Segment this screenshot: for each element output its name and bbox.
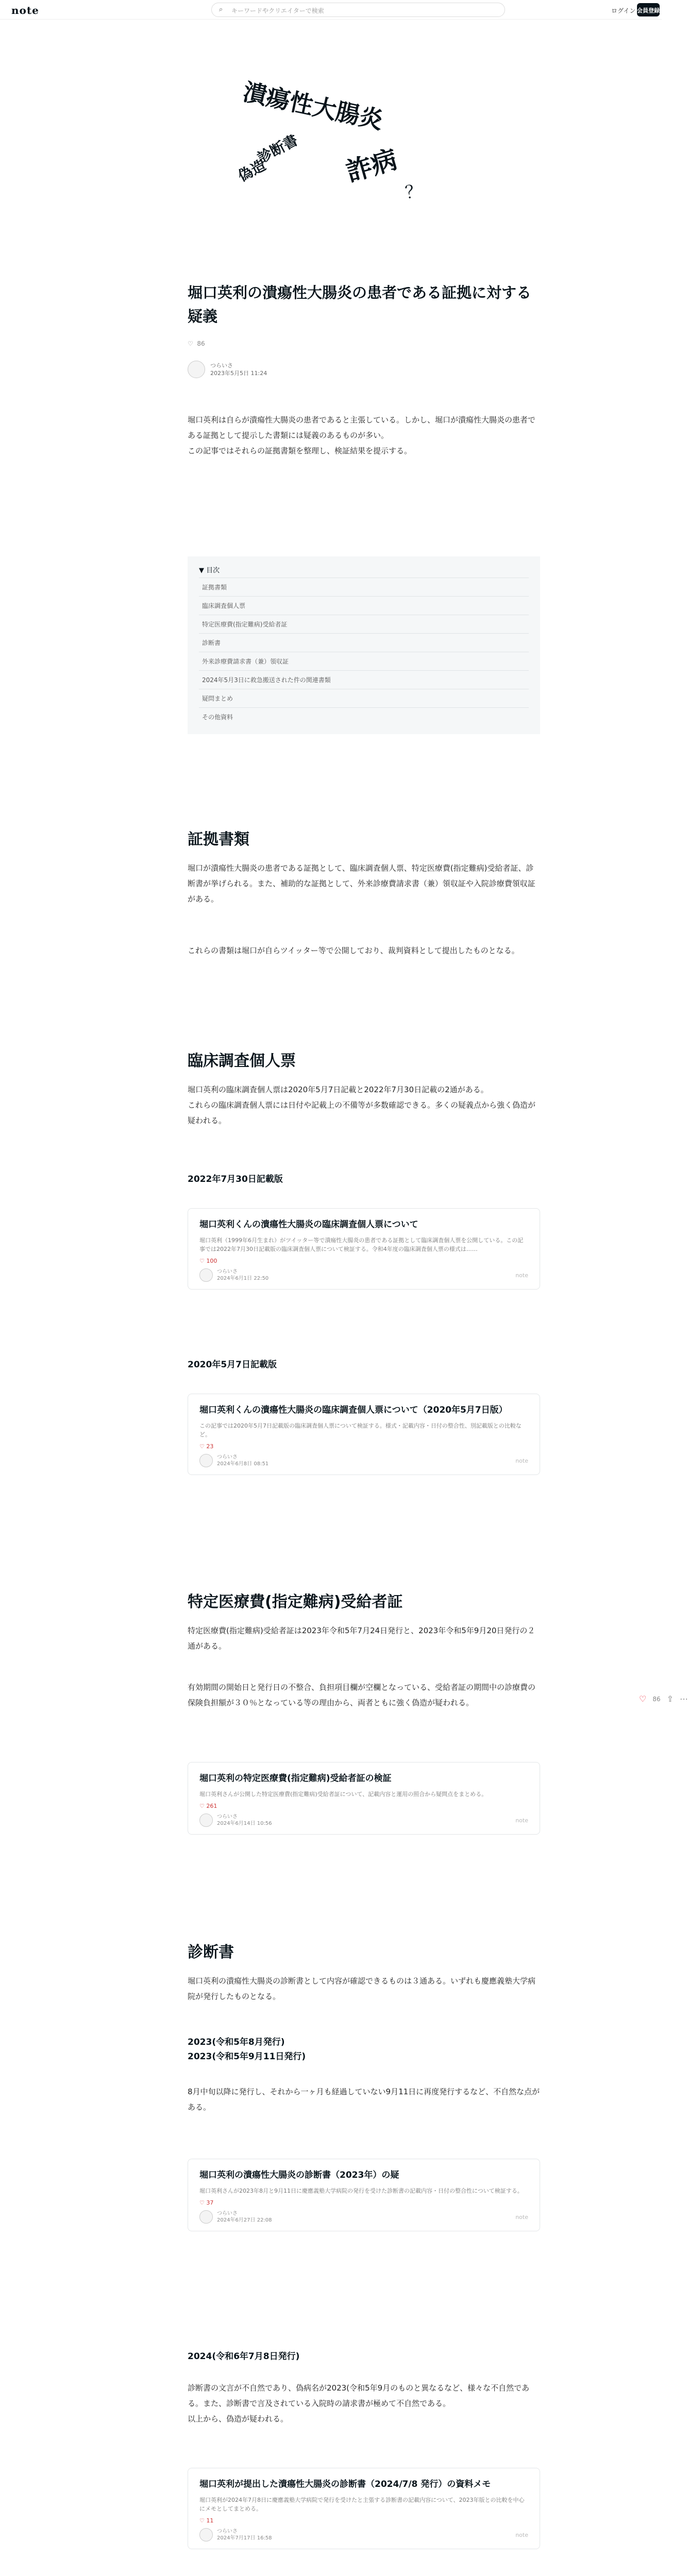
hero-text-malingering: 詐病 xyxy=(342,144,401,188)
toc-item[interactable]: 臨床調査個人票 xyxy=(199,596,529,615)
note-logo-small: note xyxy=(515,1272,528,1279)
toc-item[interactable]: 証拠書類 xyxy=(199,578,529,596)
hero-text-colitis: 潰瘍性大腸炎 xyxy=(240,77,385,135)
card-date: 2024年7月17日 16:58 xyxy=(217,2535,272,2541)
note-logo-small: note xyxy=(515,2213,528,2221)
card-likes: 261 xyxy=(206,1803,217,1809)
heart-icon[interactable]: ♡ xyxy=(188,340,193,347)
toc-item[interactable]: 特定医療費(指定難病)受給者証 xyxy=(199,615,529,633)
paragraph: これらの臨床調査個人票には日付や記載上の不備等が多数確認できる。多くの疑義点から強く偽造が疑われる。 xyxy=(188,1100,536,1125)
heart-icon: ♡ xyxy=(199,1258,205,1264)
card-title[interactable]: 堀口英利の特定医療費(指定難病)受給者証の検証 xyxy=(199,1773,392,1784)
toc-item[interactable]: 疑問まとめ xyxy=(199,689,529,707)
card-likes: 11 xyxy=(206,2517,214,2524)
card-excerpt: この記事では2020年5月7日記載版の臨床調査個人票について検証する。様式・記載内容・日付の整合性、別記載版との比較など。 xyxy=(199,1422,522,1438)
card-excerpt: 堀口英利さんが公開した特定医療費(指定難病)受給者証について、記載内容と運用の照合から疑問点をまとめる。 xyxy=(199,1791,488,1798)
card-likes: 23 xyxy=(206,1443,214,1450)
embed-card[interactable] xyxy=(188,2468,540,2549)
section-heading-clinical: 臨床調査個人票 xyxy=(188,1052,296,1070)
card-author: つらいさ xyxy=(217,1814,238,1820)
paragraph: 診断書の文言が不自然であり、偽病名が2023(令和5年9月のものと異なるなど、様々な不自然である。また、診断書で言及されている入院時の請求書が極めて不自然である。 xyxy=(188,2383,530,2408)
card-date: 2024年6月27日 22:08 xyxy=(217,2217,272,2223)
share-icon[interactable]: ⇪ xyxy=(666,1694,674,1704)
section-heading-certificate: 特定医療費(指定難病)受給者証 xyxy=(188,1593,403,1611)
heart-icon: ♡ xyxy=(199,2199,205,2206)
section-heading-diagnosis: 診断書 xyxy=(188,1943,234,1961)
card-title[interactable]: 堀口英利が提出した潰瘍性大腸炎の診断書（2024/7/8 発行）の資料メモ xyxy=(199,2479,491,2489)
toc-item[interactable]: 外来診療費請求書（兼）領収証 xyxy=(199,652,529,670)
card-author: つらいさ xyxy=(217,1454,238,1460)
subheading: 2020年5月7日記載版 xyxy=(188,1360,277,1370)
card-author: つらいさ xyxy=(217,2529,238,2534)
more-icon[interactable]: ⋯ xyxy=(680,1694,688,1704)
table-of-contents xyxy=(188,556,540,734)
paragraph: 堀口が潰瘍性大腸炎の患者である証拠として、臨床調査個人票、特定医療費(指定難病)受給者証、診断書が挙げられる。また、補助的な証拠として、外来診療費請求書（兼）領収証や入院診療費領収証がある。 xyxy=(188,863,535,904)
floating-action-bar xyxy=(639,1694,688,1704)
card-date: 2024年6月14日 10:56 xyxy=(217,1821,272,1826)
search-icon: ⌕ xyxy=(219,6,223,13)
embed-card[interactable] xyxy=(188,1208,540,1290)
subheading: 2022年7月30日記載版 xyxy=(188,1174,283,1184)
card-author: つらいさ xyxy=(217,2211,238,2216)
like-row xyxy=(188,340,540,347)
post-date: 2023年5月5日 11:24 xyxy=(210,370,267,377)
paragraph: これらの書類は堀口が自らツイッター等で公開しており、裁判資料として提出したものとなる。 xyxy=(188,946,519,955)
card-excerpt: 堀口英利さんが2023年8月と9月11日に慶應義塾大学病院の発行を受けた診断書の記載内容・日付の整合性について検証する。 xyxy=(199,2188,523,2194)
card-excerpt: 堀口英利（1999年6月生まれ）がツイッター等で潰瘍性大腸炎の患者である証拠として臨床調査個人票を公開している。この記事では2022年7月30日記載版の臨床調査個人票について検証する。令和4年度の臨床調査個人票の様式は…… xyxy=(199,1237,524,1252)
floating-like-count: 86 xyxy=(652,1696,661,1703)
toc-item[interactable]: 診断書 xyxy=(199,633,529,652)
note-logo-small: note xyxy=(515,1817,528,1824)
like-count: 86 xyxy=(197,340,205,347)
card-excerpt: 堀口英利が2024年7月8日に慶應義塾大学病院で発行を受けたと主張する診断書の記載内容について、2023年版との比較を中心にメモとしてまとめる。 xyxy=(199,2497,525,2512)
intro-paragraph: この記事ではそれらの証拠書類を整理し、検証結果を提示する。 xyxy=(188,446,412,455)
avatar xyxy=(199,2210,213,2224)
avatar xyxy=(199,1814,213,1827)
card-date: 2024年6月8日 08:51 xyxy=(217,1461,269,1467)
card-title[interactable]: 堀口英利くんの潰瘍性大腸炎の臨床調査個人票について（2020年5月7日版） xyxy=(199,1405,508,1415)
paragraph: 堀口英利の潰瘍性大腸炎の診断書として内容が確認できるものは３通ある。いずれも慶應義塾大学病院が発行したものとなる。 xyxy=(188,1976,536,2001)
heart-icon: ♡ xyxy=(199,1443,205,1450)
card-author: つらいさ xyxy=(217,1269,238,1275)
avatar xyxy=(199,1268,213,1282)
hero-text-question: ？ xyxy=(404,180,425,204)
hero-image xyxy=(216,72,443,206)
avatar xyxy=(199,1454,213,1467)
search-input[interactable] xyxy=(211,3,505,17)
avatar xyxy=(199,2528,213,2541)
subheading: 2023(令和5年8月発行) xyxy=(188,2037,285,2047)
card-likes: 100 xyxy=(206,1258,217,1264)
toc-title[interactable]: ▼ 目次 xyxy=(199,567,220,574)
embed-card[interactable] xyxy=(188,2159,540,2231)
subheading: 2023(令和5年9月11日発行) xyxy=(188,2052,306,2062)
subheading: 2024(令和6年7月8日発行) xyxy=(188,2351,300,2362)
top-header xyxy=(0,0,662,20)
section-heading-evidence: 証拠書類 xyxy=(188,831,249,849)
card-date: 2024年6月1日 22:50 xyxy=(217,1276,269,1281)
card-title[interactable]: 堀口英利の潰瘍性大腸炎の診断書（2023年）の疑 xyxy=(199,2170,399,2180)
paragraph: 特定医療費(指定難病)受給者証は2023年令和5年7月24日発行と、2023年令和5年9月20日発行の２通がある。 xyxy=(188,1626,535,1651)
paragraph: 堀口英利の臨床調査個人票は2020年5月7日記載と2022年7月30日記載の2通がある。 xyxy=(188,1085,489,1094)
author-block[interactable] xyxy=(188,361,540,378)
avatar[interactable] xyxy=(188,361,205,378)
search-placeholder: キーワードやクリエイターで検索 xyxy=(231,7,324,14)
note-logo[interactable]: note xyxy=(11,4,39,16)
embed-card[interactable] xyxy=(188,1762,540,1835)
intro-paragraph: 堀口英利は自らが潰瘍性大腸炎の患者であると主張している。しかし、堀口が潰瘍性大腸炎の患者である証拠として提示した書類には疑義のあるものが多い。 xyxy=(188,415,536,440)
hero-text-forgery: 偽造 xyxy=(235,156,269,185)
like-icon[interactable]: ♡ xyxy=(639,1694,647,1704)
heart-icon: ♡ xyxy=(199,2517,205,2524)
note-logo-small: note xyxy=(515,1457,528,1464)
toc-item[interactable]: 2024年5月3日に救急搬送された件の関連書類 xyxy=(199,670,529,689)
embed-card[interactable] xyxy=(188,1394,540,1475)
author-name[interactable]: つらいさ xyxy=(210,362,233,369)
login-link[interactable]: ログイン xyxy=(611,7,636,14)
toc-item[interactable]: その他資料 xyxy=(199,707,529,726)
article-title: 堀口英利の潰瘍性大腸炎の患者である証拠に対する疑義 xyxy=(188,284,532,325)
heart-icon: ♡ xyxy=(199,1803,205,1809)
paragraph: 8月中旬以降に発行し、それから一ヶ月も経過していない9月11日に再度発行するなど、不自然な点がある。 xyxy=(188,2087,540,2112)
paragraph: 有効期間の開始日と発行日の不整合、負担項目欄が空欄となっている、受給者証の期間中の診療費の保険負担額が３０％となっている等の理由から、両者ともに強く偽造が疑われる。 xyxy=(188,1683,536,1707)
signup-button[interactable]: 会員登録 xyxy=(637,3,660,16)
hero-text-diagnosis: 診断書 xyxy=(254,131,301,167)
note-logo-small: note xyxy=(515,2531,528,2538)
card-title[interactable]: 堀口英利くんの潰瘍性大腸炎の臨床調査個人票について xyxy=(199,1219,418,1230)
card-likes: 37 xyxy=(206,2199,214,2206)
paragraph: 以上から、偽造が疑われる。 xyxy=(188,2414,289,2424)
